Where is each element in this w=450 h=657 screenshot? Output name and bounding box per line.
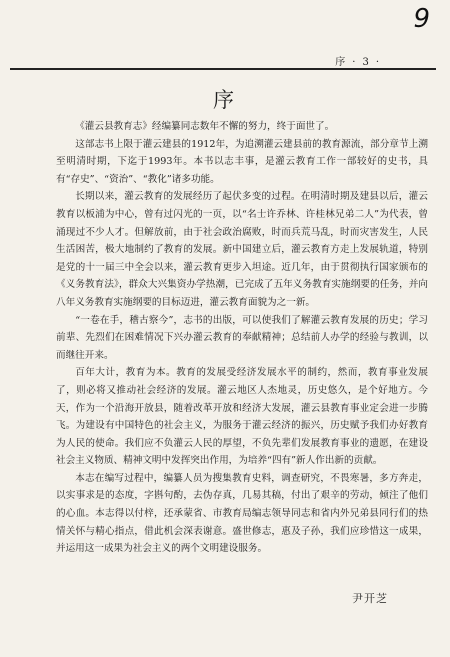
page-title: 序: [213, 88, 237, 112]
running-header-text: [335, 53, 386, 68]
paragraph: 《灌云县教育志》经编纂同志数年不懈的努力，终于面世了。: [75, 121, 335, 132]
header-separator: ·: [375, 57, 380, 68]
paragraph: 百年大计，教育为本。教育的发展受经济发展水平的制约，然而，教育事业发展了，则必将又推动社会经济的发展。灌云地区人杰地灵，历史悠久，是个好地方。今天，作为一个沿海开放县，随着改革开放和经济大发展，灌云县教育事业定会进一步腾飞。为建设有中国特色的社会主义，为服务于灌云经济的振兴，历史赋予我们办好教育为人民的使命。我们应不负灌云人民的厚望，不负先辈们发展教育事业的遗愿，在建设社会主义物质、精神文明中发挥突出作用，为培养“四有”新人作出新的贡献。: [56, 367, 428, 467]
paragraph: 本志在编写过程中，编纂人员为搜集教育史料，调查研究，不畏寒暑，多方奔走，以实事求是的态度，字斟句酌，去伪存真，几易其稿，付出了艰辛的劳动，倾注了他们的心血。本志得以付梓，还承蒙省、市教育局编志领导同志和省内外兄弟县同行们的热情关怀与精心指点，借此机会深表谢意。盛世修志，惠及子孙，我们应珍惜这一成果，并运用这一成果为社会主义的两个文明建设服务。: [56, 472, 428, 555]
handwritten-page-mark: 9: [413, 4, 430, 34]
paragraph: “一卷在手，稽古察今”，志书的出版，可以使我们了解灌云教育发展的历史；学习前辈、先烈们在困难情况下兴办灌云教育的奉献精神；总结前人办学的经验与教训，以而继往开来。: [56, 314, 428, 361]
paragraph: 长期以来，灌云教育的发展经历了起伏多变的过程。在明清时期及建县以后，灌云教育以板浦为中心，曾有过闪光的一页，以“名士许乔林、许桂林兄弟二人”为代表，曾涌现过不少人才。但解放前，由于社会政治腐败，时而兵荒马乱，时而灾害发生，人民生活困苦，极大地制约了教育的发展。新中国建立后，灌云教育方走上发展轨道，特别是党的十一届三中全会以来，灌云教育更步入坦途。近几年，由于贯彻执行国家颁布的《义务教育法》，群众大兴集资办学热潮，已完成了五年义务教育实施纲要的任务，并向八年义务教育实施纲要的目标迈进，灌云教育面貌为之一新。: [56, 191, 428, 308]
running-header: [10, 54, 436, 70]
paragraph: 这部志书上限于灌云建县的1912年，为追溯灌云建县前的教育源流，部分章节上溯至明清时期，下迄于1993年。本书以志丰事，是灌云教育工作一部较好的史书，具有“存史”、“资治”、“教化”诸多功能。: [56, 138, 428, 185]
header-section: 序: [335, 57, 347, 68]
preface-body: [56, 118, 428, 558]
header-page-number: 3: [362, 57, 370, 68]
author-signature: 尹开芝: [352, 592, 388, 605]
header-separator: ·: [352, 57, 357, 68]
